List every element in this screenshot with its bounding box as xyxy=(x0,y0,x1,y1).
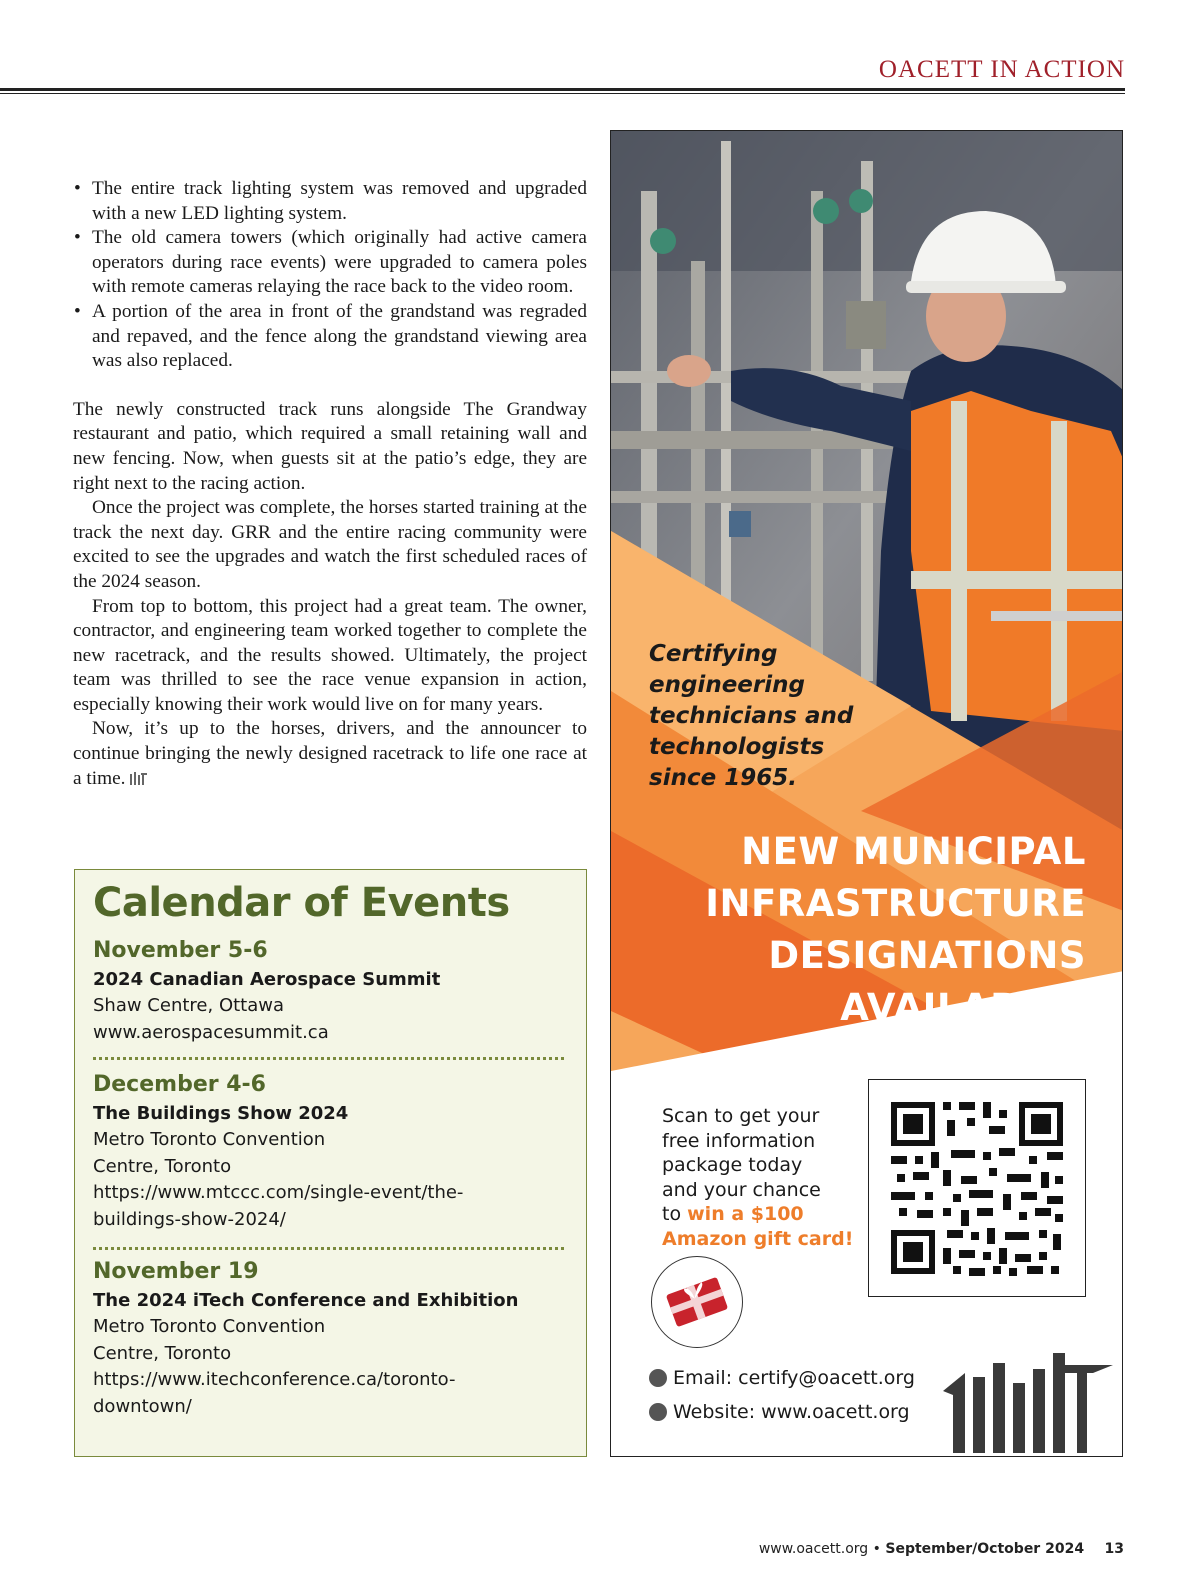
calendar-title: Calendar of Events xyxy=(93,880,510,926)
tagline-line: technologists xyxy=(649,734,825,760)
section-title: OACETT IN ACTION xyxy=(878,56,1125,83)
headline-line: AVAILABLE! xyxy=(840,986,1086,1029)
footer-url[interactable]: www.oacett.org xyxy=(758,1541,869,1557)
prize-text: Amazon gift card! xyxy=(662,1227,854,1250)
advertisement xyxy=(610,130,1123,1457)
bullet-list xyxy=(73,177,587,374)
gift-card-icon xyxy=(652,1257,742,1347)
event-date: November 19 xyxy=(93,1259,259,1284)
tagline-line: technicians and xyxy=(649,703,854,729)
scan-line: Scan to get your xyxy=(662,1105,820,1127)
event-item xyxy=(93,1257,563,1421)
event-name: 2024 Canadian Aerospace Summit xyxy=(93,969,441,990)
tagline-line: since 1965. xyxy=(649,765,797,791)
scan-line xyxy=(662,1202,862,1227)
gift-card-badge xyxy=(651,1256,743,1348)
oacett-logo-icon xyxy=(943,1333,1113,1453)
paragraph: From top to bottom, this project had a great team. The owner, contractor, and engineering team worked together to complete the new racetrack, and the results showed. Ultimately, the project team was thrilled to see the race venue expansion in action, especially knowing their work would live on for many years. xyxy=(73,595,587,715)
paragraph-text: Now, it’s up to the horses, drivers, and the announcer to continue bringing the newly designed racetrack to life one race at a time. xyxy=(73,718,587,789)
scan-line: and your chance xyxy=(662,1178,821,1201)
scan-text xyxy=(662,1104,862,1252)
event-link[interactable]: buildings-show-2024/ xyxy=(93,1209,286,1231)
globe-icon xyxy=(649,1403,667,1421)
footer-separator: • xyxy=(872,1541,881,1557)
headline-line: INFRASTRUCTURE xyxy=(705,882,1086,925)
header-rule xyxy=(0,88,1125,91)
end-mark-icon xyxy=(129,771,147,785)
event-link[interactable]: downtown/ xyxy=(93,1396,192,1418)
bullet-item: • The old camera towers (which originally had active camera operators during race events) were upgraded to camera poles with remote cameras relaying the race back to the video room. xyxy=(73,226,587,300)
event-venue: Metro Toronto Convention xyxy=(93,1316,326,1337)
divider xyxy=(93,1247,564,1250)
qr-code-icon xyxy=(869,1080,1084,1295)
event-venue: Metro Toronto Convention xyxy=(93,1129,326,1150)
tagline-line: engineering xyxy=(649,672,805,698)
paragraph: Once the project was complete, the horses started training at the track the next day. GRR and the entire racing community were excited to see the upgrades and watch the first scheduled races of the 2024 season. xyxy=(73,497,587,592)
event-link[interactable]: www.aerospacesummit.ca xyxy=(93,1021,329,1043)
event-name: The Buildings Show 2024 xyxy=(93,1103,349,1124)
calendar-box xyxy=(74,869,587,1457)
email-text: Email: certify@oacett.org xyxy=(673,1367,915,1389)
website-text: Website: www.oacett.org xyxy=(673,1401,910,1423)
prize-text: win a $100 xyxy=(687,1203,804,1226)
event-date: November 5-6 xyxy=(93,938,268,963)
website-line[interactable] xyxy=(649,1400,910,1424)
event-date: December 4-6 xyxy=(93,1072,266,1097)
ad-tagline xyxy=(649,639,909,794)
ad-headline xyxy=(646,826,1086,1034)
event-name: The 2024 iTech Conference and Exhibition xyxy=(93,1290,519,1311)
divider xyxy=(93,1057,564,1060)
email-icon xyxy=(649,1369,667,1387)
scan-to: to xyxy=(662,1203,688,1226)
event-venue: Centre, Toronto xyxy=(93,1342,232,1364)
header-rule-thin xyxy=(0,93,1125,94)
tagline-line: Certifying xyxy=(649,641,778,667)
paragraph-last xyxy=(73,717,587,791)
event-item xyxy=(93,936,563,1046)
headline-line: DESIGNATIONS xyxy=(768,934,1086,977)
issue-date: September/October 2024 xyxy=(885,1541,1085,1557)
page-footer xyxy=(759,1541,1124,1557)
email-line[interactable] xyxy=(649,1366,915,1390)
scan-line: package today xyxy=(662,1154,803,1177)
event-link[interactable]: https://www.itechconference.ca/toronto- xyxy=(93,1369,456,1391)
scan-line: free information xyxy=(662,1129,816,1152)
article-body xyxy=(73,177,587,791)
qr-code[interactable] xyxy=(868,1079,1086,1297)
page-number: 13 xyxy=(1104,1541,1124,1557)
event-item xyxy=(93,1070,563,1234)
paragraph: The newly constructed track runs alongside The Grandway restaurant and patio, which required a small retaining wall and new fencing. Now, when guests sit at the patio’s edge, they are right next to the racing action. xyxy=(73,398,587,494)
event-venue: Centre, Toronto xyxy=(93,1155,232,1177)
headline-line: NEW MUNICIPAL xyxy=(741,830,1086,873)
bullet-item: • A portion of the area in front of the grandstand was regraded and repaved, and the fence along the grandstand viewing area was also replaced. xyxy=(73,300,587,374)
bullet-item: • The entire track lighting system was removed and upgraded with a new LED lighting system. xyxy=(73,177,587,226)
event-venue: Shaw Centre, Ottawa xyxy=(93,995,285,1016)
event-link[interactable]: https://www.mtccc.com/single-event/the- xyxy=(93,1182,464,1204)
